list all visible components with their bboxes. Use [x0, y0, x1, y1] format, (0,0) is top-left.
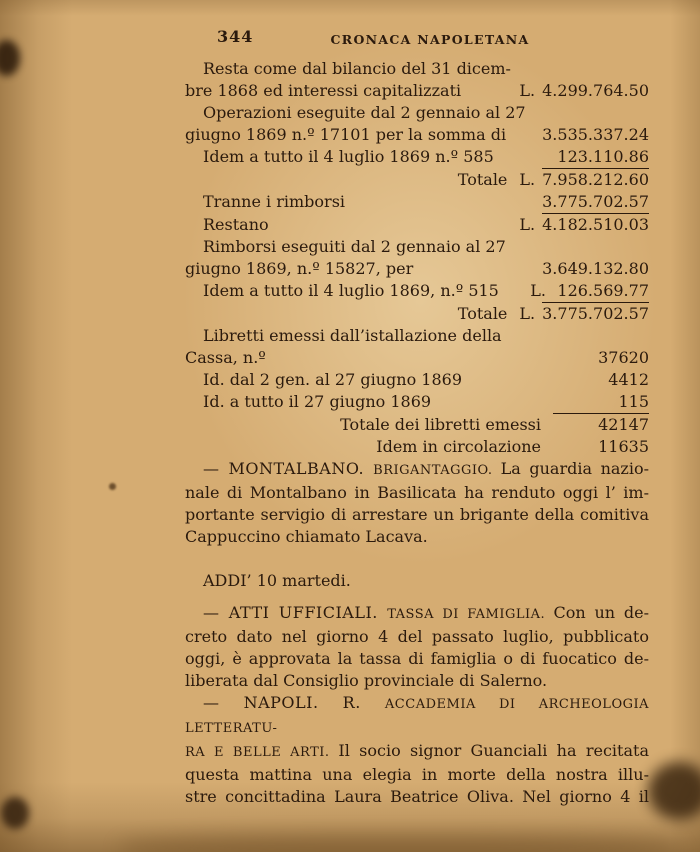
ledger-row [185, 280, 649, 302]
currency-label: L. [519, 81, 536, 100]
ledger-row [185, 146, 649, 168]
ledger-row [185, 80, 649, 102]
ledger-row [185, 258, 649, 280]
text-segment: La guardia nazio- [500, 459, 649, 478]
text-segment: stre concittadina Laura Beatrice Oliva. Nel giorno 4 il [185, 787, 649, 806]
ledger-row [185, 102, 649, 124]
ledger-row-label: Resta come dal bilancio del 31 dicem- [203, 59, 511, 78]
page-number: 344 [217, 27, 254, 46]
text-segment: liberata dal Consiglio provinciale di Salerno. [185, 671, 548, 690]
ledger-row-label: Id. dal 2 gen. al 27 giugno 1869 [203, 370, 463, 389]
ledger-amount: 115 [553, 391, 649, 414]
ledger-amount: 4.182.510.03 [542, 215, 649, 234]
text-segment: nale di Montalbano in Basilicata ha renduto oggi l’ im- [185, 483, 649, 502]
text-segment: Cappuccino chiamato Lacava. [185, 527, 428, 546]
ledger-row [185, 369, 649, 391]
ledger-row-label: Rimborsi eseguiti dal 2 gennaio al 27 [203, 237, 506, 256]
ledger-row [185, 124, 649, 146]
ledger-row-label: Totale [457, 170, 508, 189]
scan-artifact-dot [109, 483, 116, 490]
text-segment: — NAPOLI. R. [203, 693, 385, 712]
ledger-row [185, 58, 649, 80]
page-header [185, 26, 649, 58]
text-segment: — ATTI UFFICIALI. [203, 603, 388, 622]
ledger-row-label: giugno 1869 n.º 17101 per la somma di [185, 125, 507, 144]
ledger-row [185, 391, 649, 414]
paragraph-line [185, 482, 649, 504]
ledger-row [185, 236, 649, 258]
ledger-row-label: Operazioni eseguite dal 2 gennaio al 27 [203, 103, 526, 122]
ledger-table [185, 58, 649, 458]
page-edge-shading [120, 836, 680, 852]
ledger-amount: 4.299.764.50 [542, 81, 649, 100]
currency-label: L. [519, 215, 536, 234]
ledger-row-label: Idem a tutto il 4 luglio 1869, n.º 515 [203, 281, 499, 300]
scan-artifact-top-left [0, 40, 20, 76]
paragraph-line [185, 504, 649, 526]
paragraph-line [185, 764, 649, 786]
text-segment: portante servigio di arrestare un brigante della comitiva [185, 505, 649, 524]
ledger-row [185, 191, 649, 213]
paragraph-line [185, 602, 649, 626]
ledger-row [185, 414, 649, 436]
paragraph-montalbano [185, 458, 649, 548]
ledger-row [185, 436, 649, 458]
text-segment: BRIGANTAGGIO. [373, 463, 501, 478]
text-segment: ACCADEMIA DI ARCHEOLOGIA LETTERATU- [185, 697, 650, 736]
ledger-row-label: bre 1868 ed interessi capitalizzati [185, 81, 462, 100]
ledger-amount: 11635 [598, 437, 649, 456]
ledger-row-label: Cassa, n.º [185, 348, 266, 367]
scan-artifact-bottom-right [648, 762, 700, 820]
paragraph-line [185, 670, 649, 692]
text-segment: creto dato nel giorno 4 del passato luglio, pubblicato [185, 627, 649, 646]
currency-label: L. [519, 170, 536, 189]
paragraph-line [185, 526, 649, 548]
ledger-row-label: giugno 1869, n.º 15827, per [185, 259, 414, 278]
ledger-row-label: Idem in circolazione [376, 437, 541, 456]
currency-label: L. [519, 304, 536, 323]
ledger-amount: 3.775.702.57 [542, 192, 649, 211]
currency-label: L. [530, 281, 546, 300]
paragraph-atti-ufficiali [185, 602, 649, 692]
ledger-row-label: Libretti emessi dall’istallazione della [203, 326, 502, 345]
ledger-amount: 4412 [608, 370, 649, 389]
paragraph-line [185, 626, 649, 648]
ledger-amount: 3.535.337.24 [542, 125, 649, 144]
ledger-row-label: Idem a tutto il 4 luglio 1869 n.º 585 [203, 147, 494, 166]
ledger-row-label: Id. a tutto il 27 giugno 1869 [203, 392, 432, 411]
ledger-row-label: Restano [203, 215, 269, 234]
scan-artifact-bottom-left [1, 797, 29, 829]
ledger-row [185, 302, 649, 325]
ledger-amount: 3.775.702.57 [542, 304, 649, 323]
paragraph-line [185, 786, 649, 808]
ledger-row [185, 347, 649, 369]
ledger-row-label: Tranne i rimborsi [203, 192, 346, 211]
date-heading: ADDI’ 10 martedi. [203, 571, 351, 590]
paragraph-line [185, 648, 649, 670]
ledger-row-label: Totale [457, 304, 508, 323]
ledger-row [185, 213, 649, 236]
ledger-amount: 42147 [598, 415, 649, 434]
ledger-amount: 123.110.86 [557, 147, 649, 166]
ledger-amount: 37620 [598, 348, 649, 367]
ledger-amount: 7.958.212.60 [542, 170, 649, 189]
text-segment: oggi, è approvata la tassa di famiglia o di fuocatico de- [185, 649, 649, 668]
text-segment: questa mattina una elegia in morte della nostra illu- [185, 765, 649, 784]
ledger-row [185, 325, 649, 347]
paragraph-line [185, 740, 649, 764]
running-title: CRONACA NAPOLETANA [330, 32, 530, 47]
ledger-amount: 126.569.77 [557, 281, 649, 300]
ledger-row-label: Totale dei libretti emessi [340, 415, 541, 434]
text-segment: Il socio signor Guanciali ha recitata [338, 741, 649, 760]
text-block [185, 26, 649, 808]
paragraph-line [185, 692, 649, 740]
text-segment: Con un de- [553, 603, 649, 622]
text-segment: — MONTALBANO. [203, 459, 374, 478]
ledger-amount: 3.649.132.80 [542, 259, 649, 278]
paragraph-line [185, 458, 649, 482]
text-segment: TASSA DI FAMIGLIA. [387, 607, 554, 622]
ledger-row [185, 168, 649, 191]
text-segment: RA E BELLE ARTI. [185, 745, 339, 760]
paragraph-napoli-accademia [185, 692, 649, 808]
